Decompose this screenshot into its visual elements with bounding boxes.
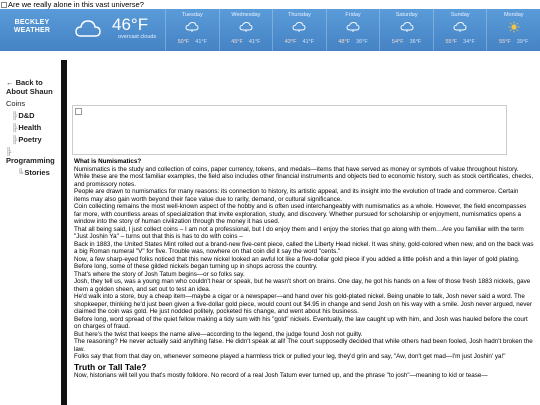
cloud-icon (346, 21, 360, 33)
forecast-day (219, 9, 273, 51)
forecast-day-name: Tuesday (181, 12, 203, 18)
cloud-icon (185, 21, 199, 33)
article-paragraph: Josh, they tell us, was a young man who couldn't hear or speak, but he wasn't short on brains. One day, he got his hands on a few of those fresh 1883 nickels, gave them a golden sheen, and set out to test an idea. (74, 278, 531, 293)
sun-icon (507, 21, 521, 33)
weather-location: BECKLEY WEATHER (13, 19, 51, 34)
broken-image-icon (1, 2, 7, 8)
forecast-day (433, 9, 487, 51)
back-to-about-link[interactable]: ← Back to About Shaun (6, 78, 53, 96)
sidebar-item-label: Poetry (18, 135, 42, 144)
forecast-high: 55°F (499, 39, 511, 45)
article-paragraph: Back in 1883, the United States Mint rolled out a brand-new five-cent piece, called the Liberty Head nickel. It was shiny, gold-colored when new, and on the back was a big Roman numeral "V" for five. Trouble was, nowhere on that coin did it say the word "cents." (74, 240, 534, 255)
forecast-high: 48°F (338, 39, 351, 45)
article-paragraph: Before long, word spread of the quiet fellow making a tidy sum with his "gold" nickels. Eventually, the law caught up with him, and Josh was hauled before the court on charges of fraud. (74, 315, 528, 330)
forecast-day-name: Sunday (450, 12, 470, 18)
forecast-low: 36°F (356, 39, 368, 45)
article-paragraph: Numismatics is the study and collection of coins, paper currency, tokens, and medals—items that have served as money or symbols of value throughout history. While these are the most familiar examples, the field also includes other financial instruments and objects tied to economic history, such as stock certificates, checks, and promissory notes. (74, 165, 534, 188)
forecast-day (486, 9, 540, 51)
cloud-icon (75, 18, 101, 40)
forecast-high: 43°F (284, 39, 297, 45)
page-banner (0, 0, 540, 9)
current-condition: overcast clouds (118, 34, 157, 40)
forecast-day-name: Monday (503, 12, 524, 18)
forecast-low: 41°F (302, 39, 315, 45)
article-heading: What is Numismatics? (74, 158, 142, 165)
sidebar-item-programming[interactable] (6, 147, 61, 165)
tree-branch-icon: ╠ (12, 135, 18, 144)
sidebar-item-label: Health (18, 123, 42, 132)
article-paragraph: But here's the twist that keeps the name alive—according to the legend, the judge found Josh not guilty. (74, 330, 363, 338)
sidebar-item-label: Programming (6, 156, 55, 165)
forecast-day (165, 9, 219, 51)
forecast-day (326, 9, 380, 51)
sidebar-item-label: D&D (18, 111, 35, 120)
forecast-days (165, 9, 540, 51)
article-paragraph: That all being said, I just collect coins – I am not a professional, but I do enjoy them and I enjoy the stories that go along with them…Are you familiar with the term "Just Joshin Ya" – turns out that this is has to do with coins – (74, 225, 524, 240)
sidebar-item-poetry[interactable] (12, 135, 61, 144)
forecast-low: 41°F (248, 39, 261, 45)
cloud-icon (292, 21, 306, 33)
article-paragraph: The reasoning? He never actually said anything false. He didn't speak at all! The court supposedly decided that while others had been fooled, Josh hadn't broken the law. (74, 338, 533, 353)
article-paragraph: People are drawn to numismatics for many reasons: its connection to history, its artistic appeal, and its insight into the evolution of trade and commerce. Certain items may also gain worth beyond their face value due to rarity, demand, or cultural significance. (74, 188, 519, 203)
forecast-day (272, 9, 326, 51)
article-image-placeholder (72, 105, 507, 155)
forecast-day-name: Friday (345, 12, 361, 18)
cloud-icon (453, 21, 467, 33)
article-paragraph: Now, a few sharp-eyed folks noticed that this new nickel looked an awful lot like a five-dollar gold piece if you added a little polish and a thin layer of gold plating. Before long, some of these gilded nickels began turning up in shops across the country. (74, 255, 520, 270)
cloud-icon (239, 21, 253, 33)
article-subheading: Truth or Tall Tale? (74, 361, 147, 372)
article-paragraph: He'd walk into a store, buy a cheap item—maybe a cigar or a newspaper—and hand over his gold-plated nickel. Being unable to talk, Josh never said a word. The shopkeeper, thinking he'd just been given a five-dollar gold piece, would count out $4.95 in change and send Josh on his way with a smile. Josh never argued, never claimed the coin was gold. He just nodded politely, pocketed his change, and went about his business. (74, 293, 533, 315)
tree-branch-icon: ╠ (12, 111, 18, 120)
article-paragraph: Coin collecting remains the most well-known aspect of the hobby and is often used interchangeably with numismatics as a whole. However, the field encompasses far more, with countless areas of specialization that invite exploration, study, and discovery. Whether pursued for scholarship or enjoyment, numismatics opens a window into the story of human civilization through the money it has used. (74, 203, 527, 225)
article-paragraph: Now, historians will tell you that's mostly folklore. No record of a real Josh Tatum ever turned up, and the phrase "to josh"—meaning to kid or tease— (74, 371, 488, 379)
tree-branch-icon: ╚ (18, 168, 24, 177)
forecast-low: 34°F (463, 39, 475, 45)
sidebar-item-dnd[interactable] (12, 111, 61, 120)
sidebar-item-coins[interactable]: Coins (6, 99, 26, 108)
sidebar-divider (61, 60, 67, 405)
sidebar-nav (6, 78, 61, 177)
sidebar-item-stories[interactable] (18, 168, 61, 177)
forecast-low: 36°F (409, 39, 422, 45)
forecast-high: 54°F (391, 39, 404, 45)
current-temperature: 46°F (112, 15, 149, 34)
forecast-day-name: Saturday (395, 12, 418, 18)
sidebar-item-label: Stories (24, 168, 50, 177)
weather-widget[interactable] (0, 9, 540, 51)
banner-text: Are we really alone in this vast universe? (8, 0, 144, 9)
forecast-high: 55°F (445, 39, 458, 45)
forecast-low: 39°F (516, 39, 529, 45)
forecast-high: 45°F (231, 39, 243, 45)
forecast-low: 41°F (195, 39, 207, 45)
forecast-day-name: Wednesday (231, 12, 261, 18)
article-paragraph: Folks say that from that day on, whenever someone played a harmless trick or pulled your leg, they'd grin and say, "Aw, don't get mad—I'm just Joshin' ya!" (74, 353, 506, 360)
sidebar-item-health[interactable] (12, 123, 61, 132)
forecast-day-name: Thursday (287, 12, 311, 18)
broken-image-icon (75, 108, 82, 115)
forecast-day (379, 9, 433, 51)
tree-branch-icon: ╠ (6, 147, 12, 156)
forecast-high: 50°F (177, 39, 190, 45)
article-paragraph: That's where the story of Josh Tatum begins—or so folks say. (74, 270, 245, 278)
cloud-icon (400, 21, 414, 33)
tree-branch-icon: ╠ (12, 123, 18, 132)
article-body (74, 158, 534, 379)
